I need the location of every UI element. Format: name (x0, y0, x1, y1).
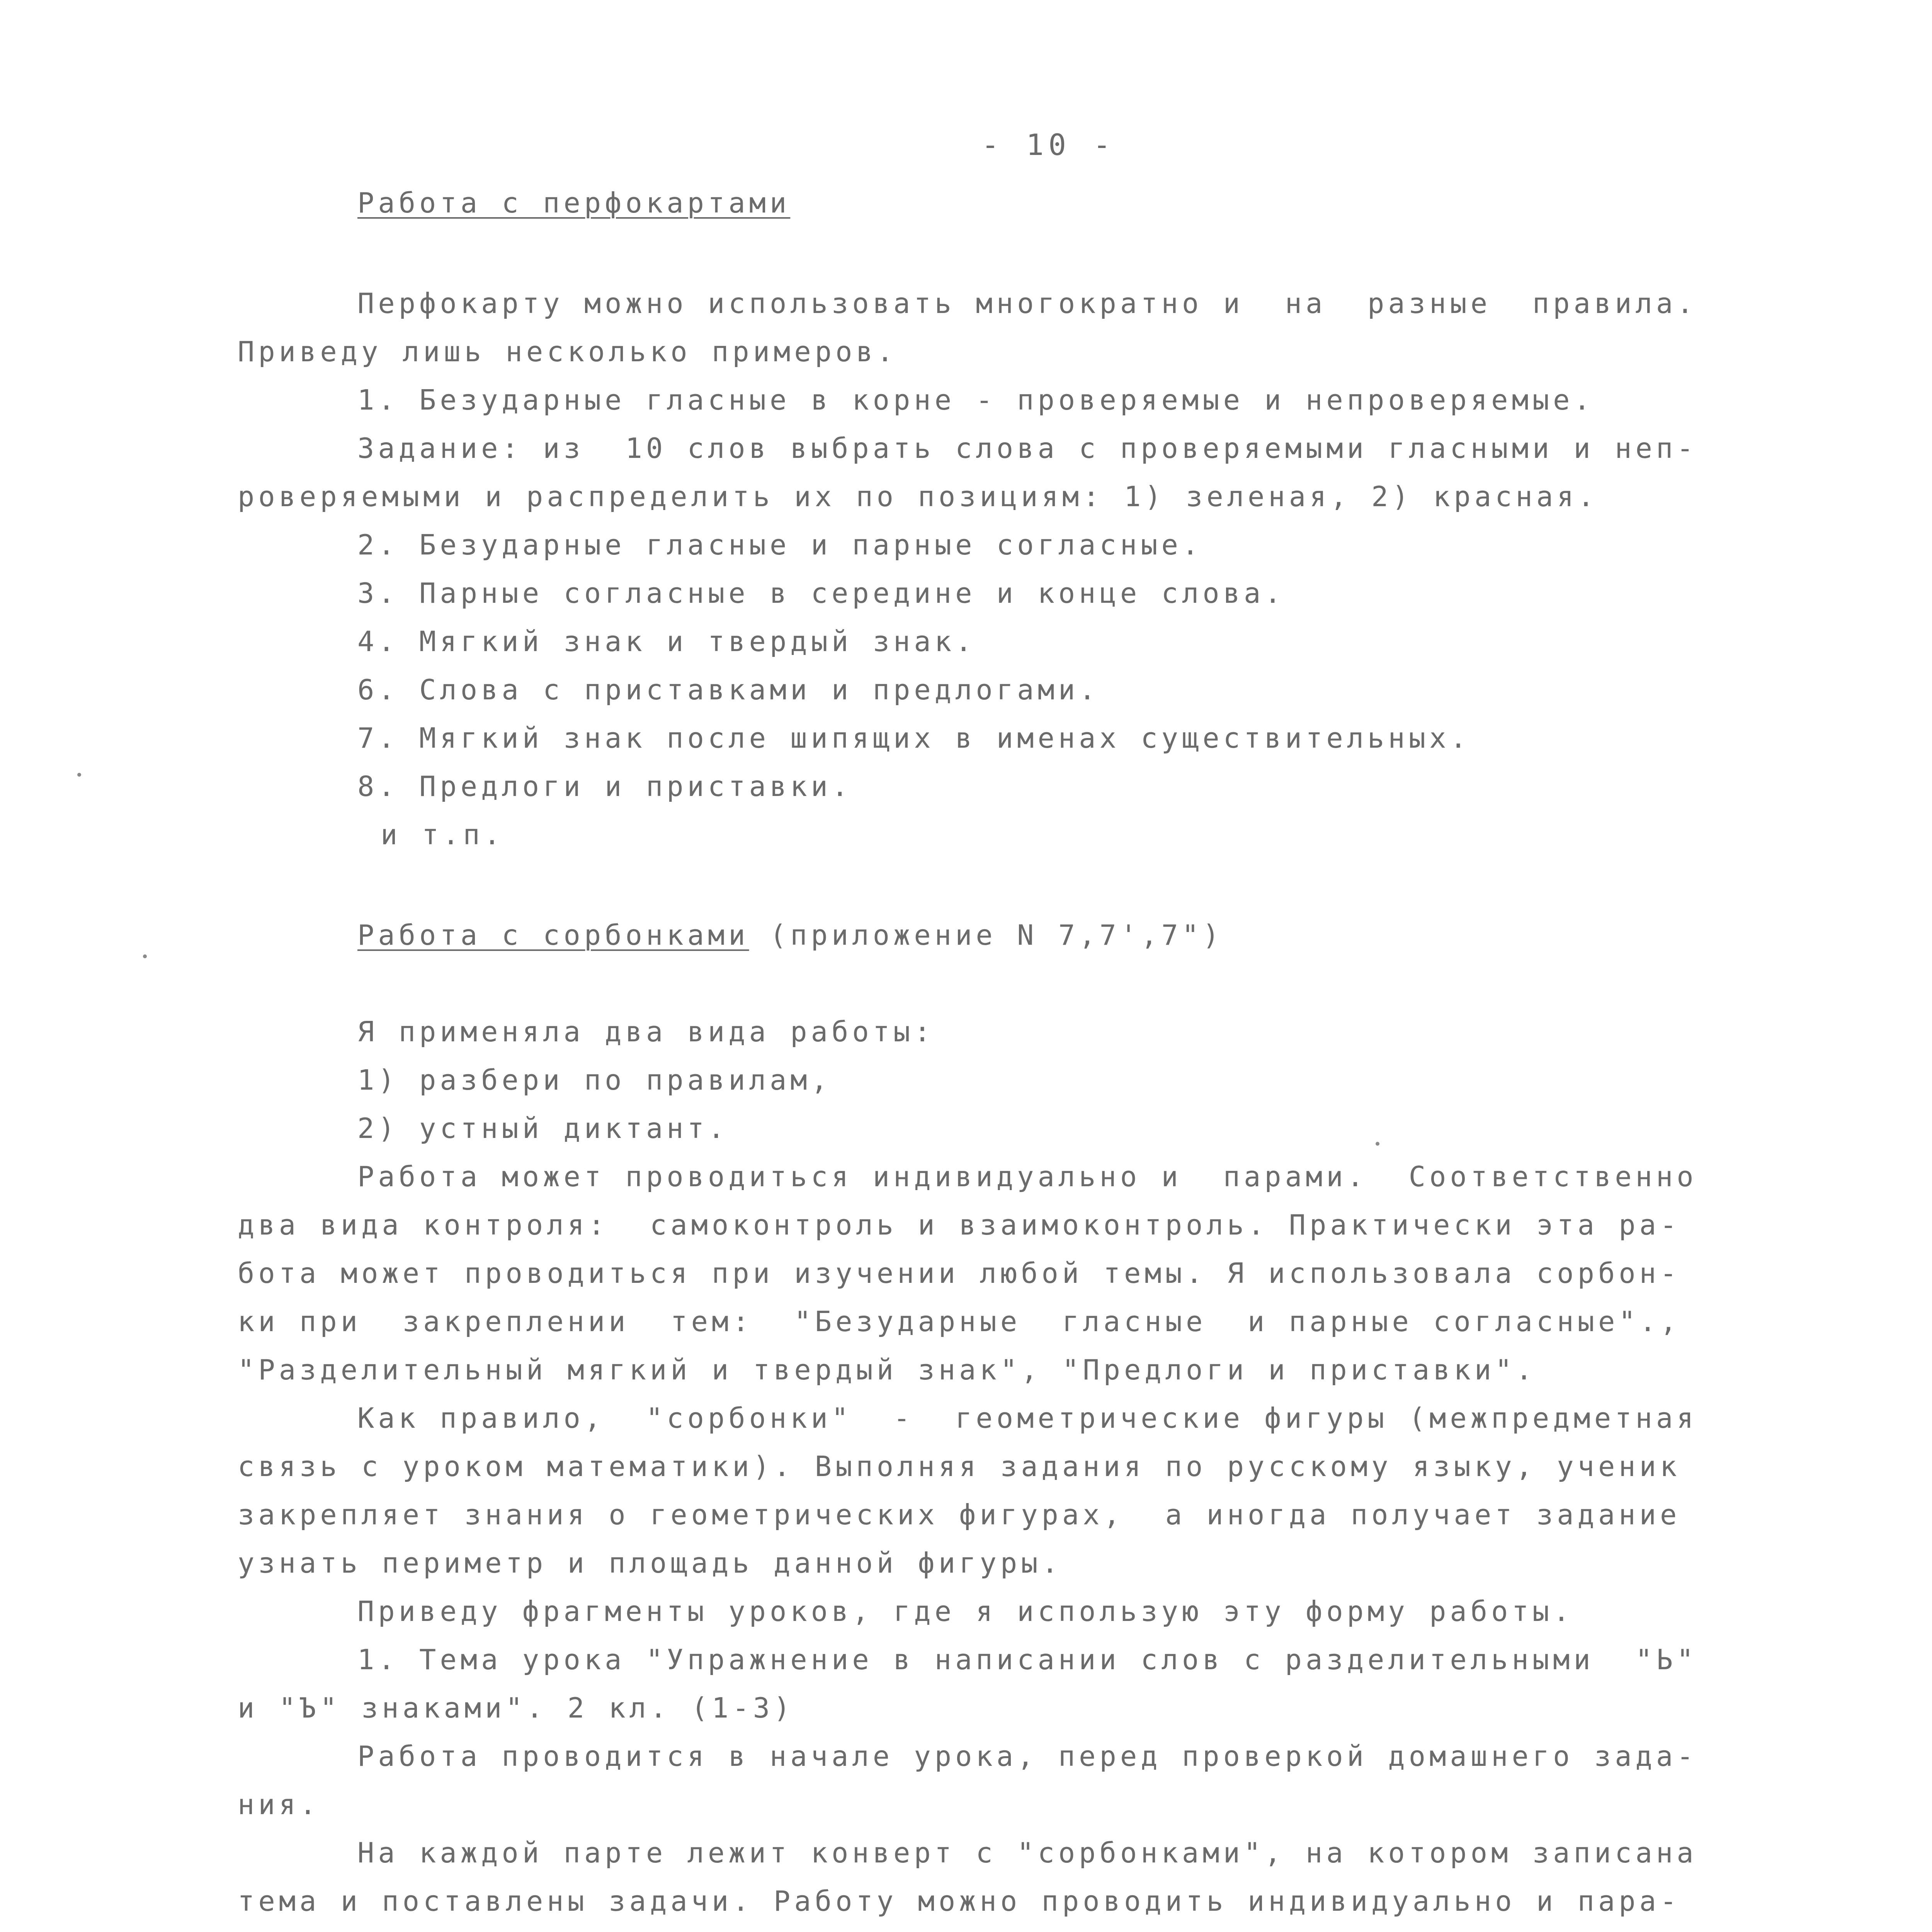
section-heading-sorbonki-appendix: (приложение N 7,7',7") (749, 919, 1223, 951)
list-item: 1) разбери по правилам, (357, 1064, 832, 1096)
paragraph-line: тема и поставлены задачи. Работу можно проводить индивидуально и пара- (238, 1885, 1681, 1917)
paragraph-line: Работа проводится в начале урока, перед проверкой домашнего зада- (357, 1740, 1697, 1772)
list-item: 7. Мягкий знак после шипящих в именах существительных. (357, 722, 1471, 754)
paragraph-line: Работа может проводиться индивидуально и парами. Соответственно (357, 1160, 1697, 1193)
scan-speck (77, 773, 81, 777)
list-item: 4. Мягкий знак и твердый знак. (357, 625, 976, 658)
paragraph-line: "Разделительный мягкий и твердый знак", "Предлоги и приставки". (238, 1354, 1536, 1386)
scan-speck (143, 954, 147, 958)
list-item: 6. Слова с приставками и предлогами. (357, 673, 1100, 706)
paragraph-line: ния. (238, 1788, 320, 1821)
page-number: - 10 - (981, 128, 1116, 162)
paragraph-line: закрепляет знания о геометрических фигурах, а иногда получает задание (238, 1498, 1681, 1531)
paragraph-line: 1. Тема урока "Упражнение в написании слов с разделительными "Ь" (357, 1643, 1697, 1676)
paragraph-line: бота может проводиться при изучении любой темы. Я использовала сорбон- (238, 1257, 1681, 1289)
paragraph-line: Задание: из 10 слов выбрать слова с проверяемыми гласными и неп- (357, 432, 1697, 464)
list-item: 3. Парные согласные в середине и конце слова. (357, 577, 1285, 609)
section-heading-sorbonki-title: Работа с сорбонками (357, 919, 749, 951)
paragraph-line: Приведу лишь несколько примеров. (238, 335, 898, 368)
paragraph-line: Приведу фрагменты уроков, где я использую эту форму работы. (357, 1595, 1574, 1628)
paragraph-line: ки при закреплении тем: "Безударные гласные и парные согласные"., (238, 1305, 1681, 1338)
list-item: и т.п. (381, 818, 505, 851)
list-item: 1. Безударные гласные в корне - проверяемые и непроверяемые. (357, 384, 1594, 416)
paragraph-line: и "Ъ" знаками". 2 кл. (1-3) (238, 1692, 794, 1724)
paragraph-line: Перфокарту можно использовать многократно и на разные правила. (357, 287, 1697, 320)
paragraph-line: На каждой парте лежит конверт с "сорбонками", на котором записана (357, 1837, 1697, 1869)
paragraph-line: два вида контроля: самоконтроль и взаимоконтроль. Практически эта ра- (238, 1209, 1681, 1241)
section-heading-perfocards: Работа с перфокартами (357, 187, 791, 219)
section-heading-sorbonki (357, 918, 1223, 952)
list-item: 8. Предлоги и приставки. (357, 770, 852, 803)
paragraph-line: узнать периметр и площадь данной фигуры. (238, 1547, 1062, 1579)
paragraph-line: связь с уроком математики). Выполняя задания по русскому языку, ученик (238, 1450, 1681, 1483)
paragraph-line: роверяемыми и распределить их по позициям: 1) зеленая, 2) красная. (238, 480, 1598, 513)
paragraph-line: Я применяла два вида работы: (357, 1015, 935, 1048)
paragraph-line: Как правило, "сорбонки" - геометрические фигуры (межпредметная (357, 1402, 1697, 1434)
list-item: 2) устный диктант. (357, 1112, 729, 1145)
scan-speck (1376, 1142, 1379, 1146)
list-item: 2. Безударные гласные и парные согласные. (357, 529, 1203, 561)
